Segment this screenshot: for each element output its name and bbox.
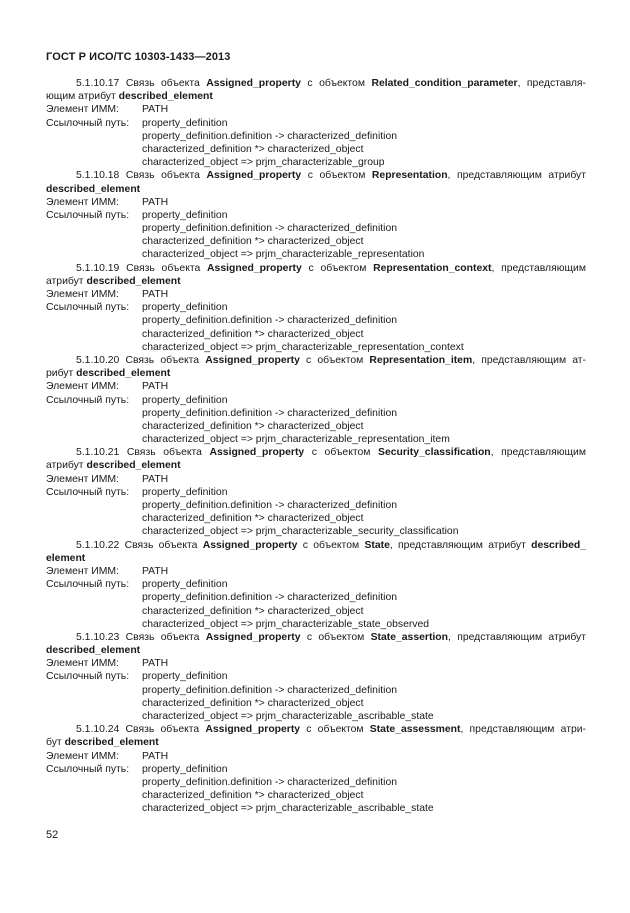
reference-path-step: characterized_object => prjm_characterizable_security_classification — [142, 526, 459, 538]
target-entity-name: State — [364, 539, 390, 551]
element-row — [46, 196, 586, 209]
target-entity-name: State_assertion — [370, 631, 448, 643]
reference-path-label: Ссылочный путь: — [46, 394, 130, 406]
element-row — [46, 473, 586, 486]
reference-path-step: characterized_definition *> characterized_object — [142, 513, 364, 525]
reference-path-row — [46, 578, 586, 591]
element-label: Элемент ИММ: — [46, 565, 119, 577]
element-label: Элемент ИММ: — [46, 196, 119, 208]
section-number: 5.1.10.20 Связь объекта — [76, 354, 206, 366]
element-value: PATH — [142, 473, 169, 485]
section-number: 5.1.10.22 Связь объекта — [76, 539, 203, 551]
section-heading-continuation: атрибут described_element — [46, 460, 181, 472]
reference-path-label: Ссылочный путь: — [46, 671, 130, 683]
reference-path-step: characterized_object => prjm_characterizable_representation_item — [142, 434, 450, 446]
section-number: 5.1.10.18 Связь объекта — [76, 170, 207, 182]
section-heading: 5.1.10.17 Связь объекта Assigned_property с объектом Related_condition_parameter, представля- — [76, 78, 586, 89]
reference-path-step: property_definition.definition -> characterized_definition — [142, 130, 398, 142]
section-heading-continuation: ющим атрибут described_element — [46, 91, 213, 103]
attribute-name: described_element — [86, 460, 181, 472]
reference-path-row — [46, 209, 586, 222]
reference-path-step: characterized_object => prjm_characterizable_state_observed — [142, 618, 430, 630]
attribute-name: described_element — [46, 183, 141, 195]
page-number: 52 — [46, 829, 59, 841]
entity-name: Assigned_property — [209, 447, 305, 459]
reference-path-step: characterized_definition *> characterized_object — [142, 790, 364, 802]
entity-name: Assigned_property — [207, 262, 302, 274]
reference-path-label: Ссылочный путь: — [46, 302, 130, 314]
reference-path-step: property_definition — [142, 486, 228, 498]
target-entity-name: Related_condition_parameter — [371, 78, 518, 89]
mapping-section — [46, 539, 586, 631]
reference-path-step: characterized_definition *> characterized_object — [142, 697, 364, 709]
element-value: PATH — [142, 381, 169, 393]
reference-path-label: Ссылочный путь: — [46, 486, 130, 498]
reference-path-step: characterized_object => prjm_characterizable_representation_context — [142, 341, 464, 353]
reference-path-row — [46, 670, 586, 683]
mapping-section — [46, 446, 586, 538]
reference-path-step: characterized_object => prjm_characterizable_ascribable_state — [142, 803, 434, 815]
reference-path-step: property_definition.definition -> characterized_definition — [142, 223, 398, 235]
element-label: Элемент ИММ: — [46, 750, 119, 762]
mapping-section — [46, 262, 586, 354]
reference-path-step: property_definition — [142, 117, 228, 129]
section-number: 5.1.10.17 Связь объекта — [76, 78, 207, 89]
section-number: 5.1.10.23 Связь объекта — [76, 631, 206, 643]
reference-path-row — [46, 301, 586, 314]
element-row — [46, 103, 586, 116]
reference-path-step: property_definition.definition -> characterized_definition — [142, 407, 398, 419]
section-heading: 5.1.10.19 Связь объекта Assigned_property с объектом Representation_context, представляющим — [76, 262, 587, 274]
element-label: Элемент ИММ: — [46, 104, 119, 116]
section-heading: 5.1.10.24 Связь объекта Assigned_property с объектом State_assessment, представляющим атри- — [76, 724, 586, 736]
section-heading-continuation — [46, 552, 586, 565]
entity-name: Assigned_property — [205, 354, 300, 366]
attribute-name: described_element — [118, 91, 213, 103]
reference-path-step: characterized_definition *> characterized_object — [142, 420, 364, 432]
section-heading: 5.1.10.23 Связь объекта Assigned_property с объектом State_assertion, представляющим атрибут — [76, 631, 587, 643]
mapping-section — [46, 354, 586, 446]
element-label: Элемент ИММ: — [46, 473, 119, 485]
section-heading-continuation: атрибут described_element — [46, 275, 181, 287]
attribute-name: described_element — [46, 645, 141, 657]
reference-path-label: Ссылочный путь: — [46, 763, 130, 775]
mapping-section — [46, 631, 586, 723]
reference-path-row — [46, 763, 586, 776]
reference-path-step: characterized_object => prjm_characterizable_group — [142, 157, 385, 169]
reference-path-step: characterized_object => prjm_characterizable_representation — [142, 249, 425, 261]
section-heading-continuation: бут described_element — [46, 737, 159, 749]
section-number: 5.1.10.19 Связь объекта — [76, 262, 208, 274]
section-heading-continuation — [46, 183, 586, 196]
reference-path-step: property_definition — [142, 209, 228, 221]
reference-path-step: property_definition — [142, 579, 228, 591]
reference-path-step: characterized_definition *> characterized_object — [142, 328, 364, 340]
entity-name: Assigned_property — [206, 78, 301, 89]
reference-path-step: property_definition — [142, 302, 228, 314]
target-entity-name: Representation — [371, 170, 448, 182]
entity-name: Assigned_property — [205, 631, 301, 643]
attribute-name: described_ — [531, 539, 587, 551]
element-value: PATH — [142, 750, 169, 762]
element-value: PATH — [142, 289, 169, 300]
reference-path-step: property_definition.definition -> characterized_definition — [142, 500, 398, 511]
reference-path-step: characterized_definition *> characterized_object — [142, 236, 364, 248]
element-value: PATH — [142, 196, 169, 208]
element-value: PATH — [142, 104, 169, 116]
element-row — [46, 565, 586, 578]
element-row — [46, 657, 586, 670]
attribute-name: described_element — [64, 737, 159, 749]
mapping-list — [46, 77, 586, 816]
target-entity-name: Security_classification — [378, 447, 491, 459]
section-heading: 5.1.10.21 Связь объекта Assigned_property с объектом Security_classification, представляющим — [76, 447, 586, 459]
reference-path-step: characterized_definition *> characterized_object — [142, 143, 364, 155]
target-entity-name: State_assessment — [369, 724, 461, 736]
mapping-section — [46, 169, 586, 261]
section-heading-continuation: рибут described_element — [46, 368, 171, 380]
element-value: PATH — [142, 658, 169, 670]
reference-path-row — [46, 117, 586, 130]
reference-path-step: property_definition — [142, 671, 228, 683]
section-number: 5.1.10.24 Связь объекта — [76, 724, 206, 736]
element-row — [46, 750, 586, 763]
attribute-name: described_element — [76, 368, 171, 380]
section-heading: 5.1.10.20 Связь объекта Assigned_property с объектом Representation_item, представляющим ат- — [76, 354, 587, 366]
element-label: Элемент ИММ: — [46, 658, 119, 670]
reference-path-step: property_definition.definition -> characterized_definition — [142, 684, 398, 696]
standard-header: ГОСТ Р ИСО/ТС 10303-1433—2013 — [46, 51, 231, 63]
reference-path-label: Ссылочный путь: — [46, 117, 130, 129]
mapping-section — [46, 723, 586, 815]
section-heading-continuation — [46, 644, 586, 657]
reference-path-step: characterized_definition *> characterized_object — [142, 605, 364, 617]
section-heading: 5.1.10.18 Связь объекта Assigned_property с объектом Representation, представляющим атрибут — [76, 170, 587, 182]
reference-path-row — [46, 394, 586, 407]
section-heading: 5.1.10.22 Связь объекта Assigned_property с объектом State, представляющим атрибут described_ — [76, 539, 587, 551]
reference-path-step: property_definition — [142, 763, 228, 775]
element-value: PATH — [142, 565, 169, 577]
attribute-name: described_element — [86, 275, 181, 287]
element-row — [46, 380, 586, 393]
entity-name: Assigned_property — [202, 539, 298, 551]
reference-path-step: property_definition.definition -> characterized_definition — [142, 776, 398, 788]
target-entity-name: Representation_context — [373, 262, 492, 274]
reference-path-label: Ссылочный путь: — [46, 579, 130, 591]
section-number: 5.1.10.21 Связь объекта — [76, 447, 210, 459]
reference-path-row — [46, 486, 586, 499]
entity-name: Assigned_property — [206, 170, 302, 182]
reference-path-step: property_definition.definition -> characterized_definition — [142, 592, 398, 604]
target-entity-name: Representation_item — [369, 354, 473, 366]
entity-name: Assigned_property — [205, 724, 301, 736]
element-label: Элемент ИММ: — [46, 289, 119, 300]
mapping-section — [46, 77, 586, 169]
reference-path-step: property_definition — [142, 394, 228, 406]
element-label: Элемент ИММ: — [46, 381, 119, 393]
reference-path-label: Ссылочный путь: — [46, 209, 130, 221]
reference-path-step: property_definition.definition -> characterized_definition — [142, 315, 398, 327]
attribute-name: element — [46, 552, 86, 564]
element-row — [46, 288, 586, 301]
reference-path-step: characterized_object => prjm_characterizable_ascribable_state — [142, 711, 434, 722]
